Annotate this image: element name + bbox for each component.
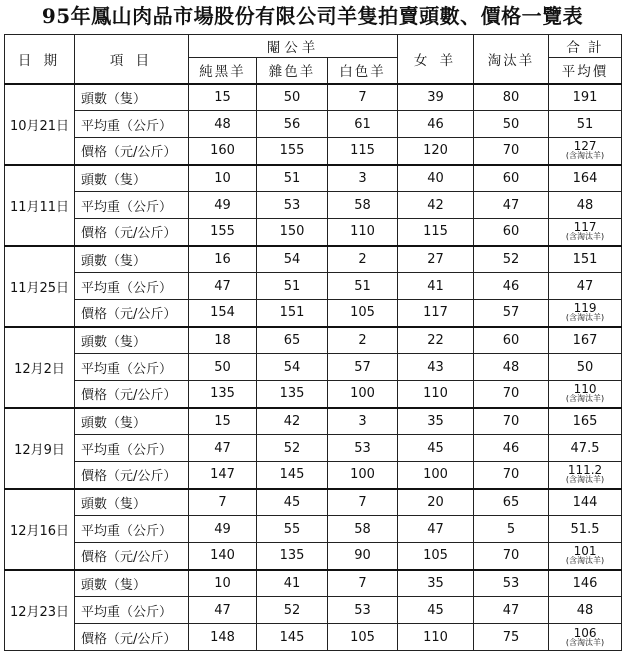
price-note: (含淘汰羊) [565, 637, 605, 647]
cell-price-2: 115 [328, 138, 398, 165]
price-note: (含淘汰羊) [565, 394, 605, 404]
cell-avg-weight-4: 48 [474, 354, 549, 381]
cell-avg-weight-4: 46 [474, 435, 549, 462]
total-price-value: 101 [573, 544, 597, 559]
table-row [5, 84, 622, 111]
cell-avg-weight-2: 58 [328, 192, 398, 219]
cell-heads-0: 15 [189, 408, 257, 435]
table-row [5, 381, 622, 408]
cell-avg-weight-4: 46 [474, 273, 549, 300]
cell-price-3: 105 [398, 543, 474, 570]
cell-heads-5: 144 [549, 489, 622, 516]
cell-avg-weight-2: 57 [328, 354, 398, 381]
total-price-value: 106 [573, 625, 597, 640]
cell-heads-1: 54 [257, 246, 328, 273]
header-item: 項 目 [75, 35, 189, 84]
header-avg-price: 平均價 [549, 58, 622, 84]
cell-avg-weight-0: 47 [189, 273, 257, 300]
cell-heads-3: 20 [398, 489, 474, 516]
cell-price-0: 135 [189, 381, 257, 408]
cell-heads-0: 18 [189, 327, 257, 354]
cell-heads-4: 70 [474, 408, 549, 435]
table-row [5, 273, 622, 300]
row-date: 12月2日 [5, 327, 75, 408]
cell-price-1: 135 [257, 543, 328, 570]
cell-avg-weight-2: 58 [328, 516, 398, 543]
cell-avg-weight-4: 47 [474, 192, 549, 219]
cell-heads-4: 53 [474, 570, 549, 597]
cell-heads-3: 35 [398, 570, 474, 597]
table-row [5, 570, 622, 597]
cell-avg-weight-5: 51 [549, 111, 622, 138]
table-row [5, 543, 622, 570]
cell-avg-weight-5: 47.5 [549, 435, 622, 462]
row-label: 頭數（隻） [75, 327, 189, 354]
cell-avg-weight-0: 47 [189, 435, 257, 462]
header-female: 女 羊 [398, 35, 474, 84]
cell-price-4: 70 [474, 138, 549, 165]
cell-price-3: 110 [398, 624, 474, 651]
total-price-value: 111.2 [567, 463, 603, 478]
header-culled: 淘汰羊 [474, 35, 549, 84]
row-label: 平均重（公斤） [75, 192, 189, 219]
cell-price-3: 117 [398, 300, 474, 327]
cell-price-0: 160 [189, 138, 257, 165]
table-row [5, 138, 622, 165]
cell-price-1: 155 [257, 138, 328, 165]
cell-price-4: 70 [474, 543, 549, 570]
row-label: 頭數（隻） [75, 570, 189, 597]
cell-price-1: 150 [257, 219, 328, 246]
cell-price-2: 100 [328, 381, 398, 408]
row-date: 11月11日 [5, 165, 75, 246]
cell-avg-weight-2: 53 [328, 597, 398, 624]
cell-total-avg-price [549, 624, 622, 651]
table-row [5, 219, 622, 246]
cell-price-4: 70 [474, 462, 549, 489]
row-label: 價格（元/公斤） [75, 462, 189, 489]
cell-avg-weight-1: 55 [257, 516, 328, 543]
cell-heads-3: 39 [398, 84, 474, 111]
cell-price-1: 135 [257, 381, 328, 408]
cell-avg-weight-4: 5 [474, 516, 549, 543]
cell-price-2: 100 [328, 462, 398, 489]
cell-price-4: 75 [474, 624, 549, 651]
cell-price-2: 105 [328, 300, 398, 327]
cell-heads-3: 27 [398, 246, 474, 273]
cell-heads-3: 35 [398, 408, 474, 435]
cell-price-0: 155 [189, 219, 257, 246]
row-label: 平均重（公斤） [75, 111, 189, 138]
cell-heads-1: 42 [257, 408, 328, 435]
cell-avg-weight-5: 50 [549, 354, 622, 381]
cell-avg-weight-4: 47 [474, 597, 549, 624]
cell-heads-3: 40 [398, 165, 474, 192]
cell-heads-4: 60 [474, 327, 549, 354]
header-white: 白色羊 [328, 58, 398, 84]
cell-price-4: 57 [474, 300, 549, 327]
cell-heads-5: 191 [549, 84, 622, 111]
table-row [5, 408, 622, 435]
price-note: (含淘汰羊) [565, 232, 605, 242]
row-label: 平均重（公斤） [75, 435, 189, 462]
cell-avg-weight-4: 50 [474, 111, 549, 138]
cell-avg-weight-5: 47 [549, 273, 622, 300]
row-label: 價格（元/公斤） [75, 543, 189, 570]
cell-price-4: 60 [474, 219, 549, 246]
table-row [5, 192, 622, 219]
row-label: 平均重（公斤） [75, 354, 189, 381]
cell-heads-5: 164 [549, 165, 622, 192]
cell-price-2: 90 [328, 543, 398, 570]
cell-price-0: 140 [189, 543, 257, 570]
row-label: 頭數（隻） [75, 165, 189, 192]
cell-total-avg-price [549, 300, 622, 327]
cell-price-3: 120 [398, 138, 474, 165]
header-mixed: 雜色羊 [257, 58, 328, 84]
cell-avg-weight-1: 52 [257, 597, 328, 624]
cell-avg-weight-3: 43 [398, 354, 474, 381]
header-black: 純黑羊 [189, 58, 257, 84]
cell-avg-weight-5: 48 [549, 192, 622, 219]
table-row [5, 300, 622, 327]
cell-heads-0: 10 [189, 165, 257, 192]
row-label: 頭數（隻） [75, 408, 189, 435]
auction-table [4, 34, 622, 651]
cell-price-0: 154 [189, 300, 257, 327]
row-date: 11月25日 [5, 246, 75, 327]
cell-avg-weight-1: 52 [257, 435, 328, 462]
cell-heads-3: 22 [398, 327, 474, 354]
row-date: 12月23日 [5, 570, 75, 651]
cell-heads-1: 51 [257, 165, 328, 192]
table-row [5, 597, 622, 624]
cell-total-avg-price [549, 381, 622, 408]
cell-heads-1: 65 [257, 327, 328, 354]
cell-heads-5: 151 [549, 246, 622, 273]
cell-price-3: 110 [398, 381, 474, 408]
cell-avg-weight-0: 48 [189, 111, 257, 138]
row-label: 平均重（公斤） [75, 516, 189, 543]
cell-avg-weight-0: 49 [189, 192, 257, 219]
table-row [5, 462, 622, 489]
total-price-value: 110 [573, 382, 597, 397]
cell-heads-2: 7 [328, 84, 398, 111]
cell-total-avg-price [549, 543, 622, 570]
cell-avg-weight-1: 54 [257, 354, 328, 381]
cell-heads-2: 2 [328, 246, 398, 273]
row-label: 頭數（隻） [75, 246, 189, 273]
row-label: 價格（元/公斤） [75, 138, 189, 165]
cell-price-3: 100 [398, 462, 474, 489]
total-price-value: 119 [573, 301, 597, 316]
row-label: 價格（元/公斤） [75, 381, 189, 408]
cell-avg-weight-0: 47 [189, 597, 257, 624]
cell-price-4: 70 [474, 381, 549, 408]
table-row [5, 111, 622, 138]
row-label: 頭數（隻） [75, 489, 189, 516]
cell-avg-weight-3: 46 [398, 111, 474, 138]
cell-heads-0: 15 [189, 84, 257, 111]
cell-heads-5: 146 [549, 570, 622, 597]
page-title: 95年鳳山肉品市場股份有限公司羊隻拍賣頭數、價格一覽表 [41, 4, 584, 28]
cell-avg-weight-3: 45 [398, 597, 474, 624]
total-price-value: 127 [573, 139, 597, 154]
row-label: 頭數（隻） [75, 84, 189, 111]
cell-avg-weight-1: 51 [257, 273, 328, 300]
cell-avg-weight-3: 47 [398, 516, 474, 543]
cell-heads-2: 7 [328, 489, 398, 516]
cell-avg-weight-3: 41 [398, 273, 474, 300]
row-date: 10月21日 [5, 84, 75, 165]
header-castrated-group: 閹公羊 [189, 35, 398, 58]
cell-price-1: 145 [257, 624, 328, 651]
row-label: 平均重（公斤） [75, 273, 189, 300]
cell-heads-1: 50 [257, 84, 328, 111]
cell-heads-4: 80 [474, 84, 549, 111]
cell-price-0: 148 [189, 624, 257, 651]
cell-heads-1: 41 [257, 570, 328, 597]
cell-heads-4: 65 [474, 489, 549, 516]
table-row [5, 354, 622, 381]
cell-heads-1: 45 [257, 489, 328, 516]
cell-avg-weight-2: 53 [328, 435, 398, 462]
header-date: 日 期 [5, 35, 75, 84]
table-row [5, 489, 622, 516]
table-row [5, 327, 622, 354]
cell-heads-2: 3 [328, 165, 398, 192]
cell-heads-5: 165 [549, 408, 622, 435]
cell-avg-weight-2: 61 [328, 111, 398, 138]
cell-heads-2: 3 [328, 408, 398, 435]
table-row [5, 435, 622, 462]
cell-heads-0: 16 [189, 246, 257, 273]
cell-heads-2: 2 [328, 327, 398, 354]
row-label: 價格（元/公斤） [75, 300, 189, 327]
cell-price-2: 110 [328, 219, 398, 246]
cell-heads-4: 60 [474, 165, 549, 192]
row-date: 12月16日 [5, 489, 75, 570]
total-price-value: 117 [573, 220, 597, 235]
cell-total-avg-price [549, 138, 622, 165]
cell-avg-weight-5: 51.5 [549, 516, 622, 543]
cell-avg-weight-0: 50 [189, 354, 257, 381]
price-note: (含淘汰羊) [565, 475, 605, 485]
cell-heads-4: 52 [474, 246, 549, 273]
table-row [5, 516, 622, 543]
price-note: (含淘汰羊) [565, 151, 605, 161]
cell-price-3: 115 [398, 219, 474, 246]
table-row [5, 165, 622, 192]
cell-avg-weight-0: 49 [189, 516, 257, 543]
cell-heads-2: 7 [328, 570, 398, 597]
cell-heads-0: 7 [189, 489, 257, 516]
row-date: 12月9日 [5, 408, 75, 489]
price-note: (含淘汰羊) [565, 556, 605, 566]
cell-avg-weight-1: 56 [257, 111, 328, 138]
cell-price-0: 147 [189, 462, 257, 489]
cell-heads-0: 10 [189, 570, 257, 597]
cell-avg-weight-2: 51 [328, 273, 398, 300]
row-label: 平均重（公斤） [75, 597, 189, 624]
cell-price-1: 145 [257, 462, 328, 489]
table-row [5, 624, 622, 651]
cell-total-avg-price [549, 462, 622, 489]
cell-price-1: 151 [257, 300, 328, 327]
table-row [5, 246, 622, 273]
cell-avg-weight-3: 45 [398, 435, 474, 462]
price-note: (含淘汰羊) [565, 313, 605, 323]
cell-heads-5: 167 [549, 327, 622, 354]
row-label: 價格（元/公斤） [75, 624, 189, 651]
header-total: 合 計 [549, 35, 622, 58]
cell-price-2: 105 [328, 624, 398, 651]
cell-avg-weight-1: 53 [257, 192, 328, 219]
cell-total-avg-price [549, 219, 622, 246]
row-label: 價格（元/公斤） [75, 219, 189, 246]
cell-avg-weight-5: 48 [549, 597, 622, 624]
cell-avg-weight-3: 42 [398, 192, 474, 219]
